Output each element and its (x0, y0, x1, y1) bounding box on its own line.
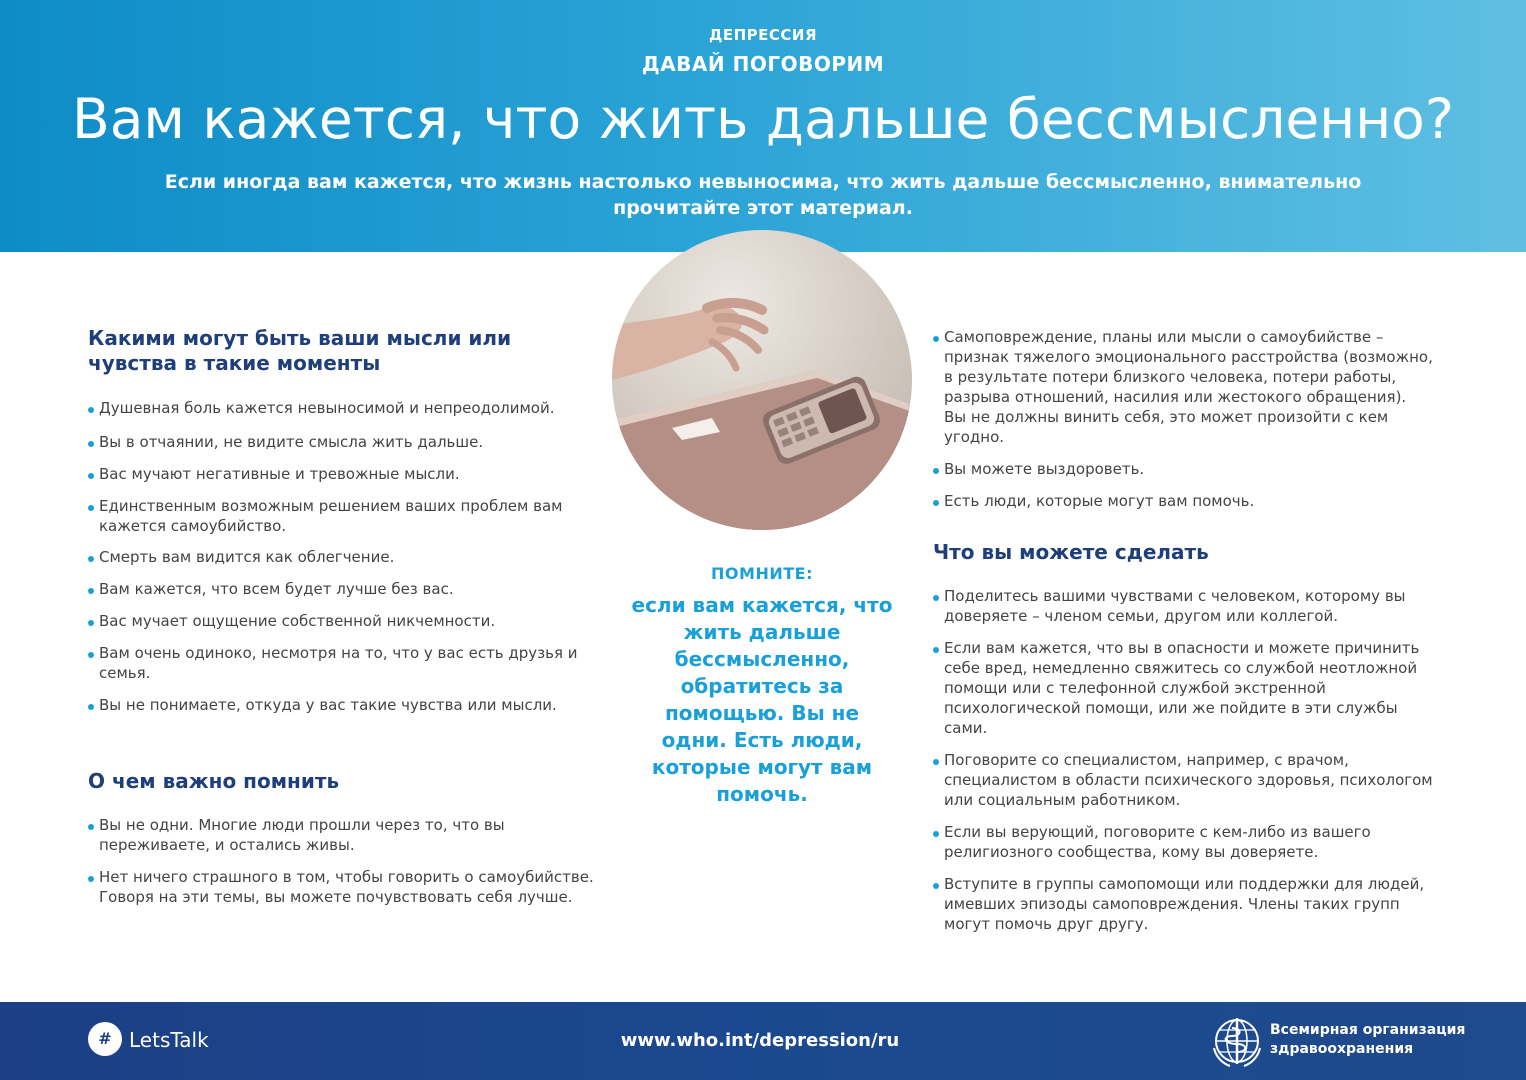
hashtag-icon: # (98, 1029, 112, 1048)
website-link[interactable]: www.who.int/depression/ru (620, 1030, 900, 1051)
remember-list (88, 815, 598, 907)
list-item: Есть люди, которые могут вам помочь. (933, 491, 1433, 511)
section-title-remember: О чем важно помнить (88, 769, 340, 793)
list-item: Вам кажется, что всем будет лучше без вас. (88, 579, 588, 599)
list-item: Вам очень одиноко, несмотря на то, что у вас есть друзья и семья. (88, 643, 588, 683)
lead-text: Если иногда вам кажется, что жизнь настолько невыносима, что жить дальше бессмысленно, внимательно прочитайте этот материал. (164, 171, 1362, 219)
who-org-name-line1: Всемирная организация (1270, 1022, 1466, 1038)
illustration-svg (612, 230, 912, 530)
subkicker: ДАВАЙ ПОГОВОРИМ (641, 52, 885, 76)
list-item: Единственным возможным решением ваших проблем вам кажется самоубийство. (88, 496, 588, 536)
list-item: Вас мучают негативные и тревожные мысли. (88, 464, 588, 484)
section-title-thoughts: Какими могут быть ваши мысли или чувства в такие моменты (88, 326, 512, 375)
who-org-name-line2: здравоохранения (1270, 1041, 1414, 1057)
list-item: Вы не одни. Многие люди прошли через то, что вы переживаете, и остались живы. (88, 815, 598, 855)
list-item: Поделитесь вашими чувствами с человеком, которому вы доверяете – членом семьи, другом или коллегой. (933, 586, 1443, 626)
list-item: Вас мучает ощущение собственной никчемности. (88, 611, 588, 631)
campaign-name: LetsTalk (129, 1028, 209, 1052)
who-org-name (1270, 1021, 1470, 1059)
list-item: Нет ничего страшного в том, чтобы говорить о самоубийстве. Говоря на эти темы, вы можете почувствовать себя лучше. (88, 867, 598, 907)
list-item: Если вам кажется, что вы в опасности и можете причинить себе вред, немедленно свяжитесь со службой неотложной помощи или с телефонной службой экстренной психологической помощи, или же пойдите в эти службы сами. (933, 638, 1443, 738)
remember-label: ПОМНИТЕ: (711, 564, 813, 583)
kicker: ДЕПРЕССИЯ (708, 26, 818, 44)
list-item: Самоповреждение, планы или мысли о самоубийстве – признак тяжелого эмоционального расстройства (возможно, в результате потери близкого человека, потери работы, разрыва отношений, насилия или жестокого обращения). Вы не должны винить себя, это может произойти с кем угодно. (933, 327, 1433, 447)
list-item: Душевная боль кажется невыносимой и непреодолимой. (88, 398, 588, 418)
page-title: Вам кажется, что жить дальше бессмысленно? (71, 87, 1455, 151)
who-emblem-icon (1210, 1014, 1264, 1068)
list-item: Вы можете выздороветь. (933, 459, 1433, 479)
section-title-what-to-do: Что вы можете сделать (933, 540, 1209, 564)
list-item: Смерть вам видится как облегчение. (88, 547, 588, 567)
remember-callout: если вам кажется, что жить дальше бессмысленно, обратитесь за помощью. Вы не одни. Есть люди, которые могут вам помочь. (631, 593, 893, 806)
facts-list (933, 327, 1433, 511)
list-item: Вы не понимаете, откуда у вас такие чувства или мысли. (88, 695, 588, 715)
list-item: Вступите в группы самопомощи или поддержки для людей, имевших эпизоды самоповреждения. Члены таких групп могут помочь друг другу. (933, 874, 1443, 934)
header-banner (0, 0, 1526, 252)
speech-bubble-icon (88, 1022, 122, 1056)
list-item: Если вы верующий, поговорите с кем-либо из вашего религиозного сообщества, кому вы доверяете. (933, 822, 1443, 862)
list-item: Вы в отчаянии, не видите смысла жить дальше. (88, 432, 588, 452)
list-item: Поговорите со специалистом, например, с врачом, специалистом в области психического здоровья, психологом или социальным работником. (933, 750, 1443, 810)
thoughts-list (88, 398, 588, 715)
actions-list (933, 586, 1443, 934)
hand-reaching-phone-image (612, 230, 912, 530)
